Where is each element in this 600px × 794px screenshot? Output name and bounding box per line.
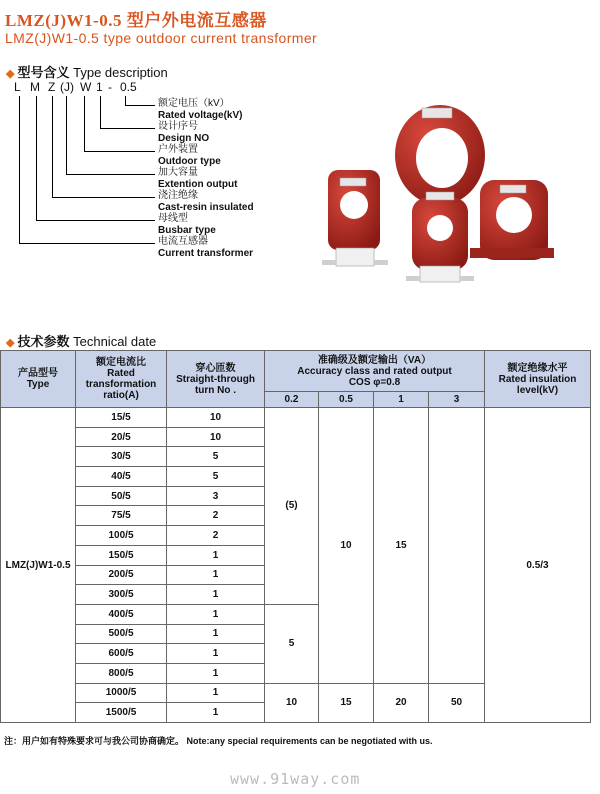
- type-item-design: 设计序号 Design NO: [158, 121, 210, 144]
- header-class: 0.2: [265, 392, 319, 408]
- ratio-cell: 800/5: [76, 663, 167, 683]
- turns-cell: 1: [167, 703, 265, 723]
- header-ratio: 额定电流比 Rated transformation ratio(A): [76, 351, 167, 408]
- turns-cell: 1: [167, 683, 265, 703]
- large-transformer-image: [395, 105, 485, 205]
- ratio-cell: 30/5: [76, 447, 167, 467]
- type-item-extention: 加大容量 Extention output: [158, 167, 238, 190]
- type-heading-cn: 型号含义: [17, 65, 70, 80]
- type-item-busbar: 母线型 Busbar type: [158, 213, 216, 236]
- tech-heading-en: Technical date: [73, 334, 157, 349]
- ratio-cell: 40/5: [76, 467, 167, 487]
- code-letter: Z: [48, 80, 56, 94]
- center-transformer-image: [406, 192, 474, 282]
- right-transformer-image: [470, 180, 554, 260]
- header-type: 产品型号 Type: [1, 351, 76, 408]
- type-description-heading: [6, 62, 168, 81]
- diamond-bullet-icon: ◆: [6, 68, 15, 80]
- group3-class02: 10: [265, 683, 319, 722]
- group1-class05: 10: [319, 408, 374, 684]
- turns-cell: 1: [167, 663, 265, 683]
- code-letter: 0.5: [120, 80, 137, 94]
- ratio-cell: 1000/5: [76, 683, 167, 703]
- table-row: [1, 408, 591, 428]
- technical-parameters-table: [0, 350, 591, 723]
- type-item-cast-resin: 浇注绝缘 Cast-resin insulated: [158, 190, 254, 213]
- ratio-cell: 600/5: [76, 644, 167, 664]
- tech-heading-cn: 技术参数: [17, 334, 70, 349]
- turns-cell: 5: [167, 467, 265, 487]
- group1-class02: (5): [265, 408, 319, 605]
- ratio-cell: 1500/5: [76, 703, 167, 723]
- ratio-cell: 20/5: [76, 427, 167, 447]
- type-item-outdoor: 户外装置 Outdoor type: [158, 144, 221, 167]
- header-class: 3: [429, 392, 485, 408]
- turns-cell: 2: [167, 526, 265, 546]
- turns-cell: 10: [167, 408, 265, 428]
- type-heading-en: Type description: [73, 65, 168, 80]
- page-title-cn: LMZ(J)W1-0.5 型户外电流互感器: [5, 11, 267, 30]
- ratio-cell: 75/5: [76, 506, 167, 526]
- turns-cell: 1: [167, 585, 265, 605]
- code-letter: W: [80, 80, 92, 94]
- left-transformer-image: [322, 170, 388, 266]
- type-item-voltage: 额定电压（kV） Rated voltage(kV): [158, 98, 243, 121]
- code-letter: (J): [60, 80, 74, 94]
- footer-note: 注：用户如有特殊要求可与我公司协商确定。 Note:any special requirements can be negotiated with us.: [4, 736, 433, 746]
- code-letter: M: [30, 80, 40, 94]
- turns-cell: 1: [167, 604, 265, 624]
- header-class: 0.5: [319, 392, 374, 408]
- ratio-cell: 200/5: [76, 565, 167, 585]
- ratio-cell: 500/5: [76, 624, 167, 644]
- ratio-cell: 400/5: [76, 604, 167, 624]
- group3-class3: 50: [429, 683, 485, 722]
- header-class: 1: [374, 392, 429, 408]
- turns-cell: 1: [167, 644, 265, 664]
- group1-class1: 15: [374, 408, 429, 684]
- group2-class02: 5: [265, 604, 319, 683]
- insulation-cell: 0.5/3: [485, 408, 591, 723]
- code-letter: 1: [96, 80, 103, 94]
- turns-cell: 3: [167, 486, 265, 506]
- turns-cell: 1: [167, 565, 265, 585]
- ratio-cell: 50/5: [76, 486, 167, 506]
- technical-date-heading: [6, 331, 156, 350]
- diamond-bullet-icon: ◆: [6, 337, 15, 349]
- ratio-cell: 150/5: [76, 545, 167, 565]
- ratio-cell: 15/5: [76, 408, 167, 428]
- turns-cell: 2: [167, 506, 265, 526]
- type-item-current-transformer: 电流互感器 Current transformer: [158, 236, 254, 259]
- watermark: www.91way.com: [230, 770, 361, 788]
- ratio-cell: 300/5: [76, 585, 167, 605]
- page-title-en: LMZ(J)W1-0.5 type outdoor current transformer: [5, 30, 318, 46]
- header-insulation: 额定绝缘水平 Rated insulation level(kV): [485, 351, 591, 408]
- turns-cell: 1: [167, 624, 265, 644]
- group3-class05: 15: [319, 683, 374, 722]
- group1-class3: [429, 408, 485, 684]
- turns-cell: 1: [167, 545, 265, 565]
- turns-cell: 5: [167, 447, 265, 467]
- product-photo: [320, 100, 560, 290]
- code-letter: L: [14, 80, 21, 94]
- header-turns: 穿心匝数 Straight-through turn No .: [167, 351, 265, 408]
- code-letter: -: [108, 80, 112, 94]
- header-accuracy: 准确级及额定输出（VA） Accuracy class and rated output COS φ=0.8: [265, 351, 485, 392]
- ratio-cell: 100/5: [76, 526, 167, 546]
- model-cell: LMZ(J)W1-0.5: [1, 408, 76, 723]
- turns-cell: 10: [167, 427, 265, 447]
- group3-class1: 20: [374, 683, 429, 722]
